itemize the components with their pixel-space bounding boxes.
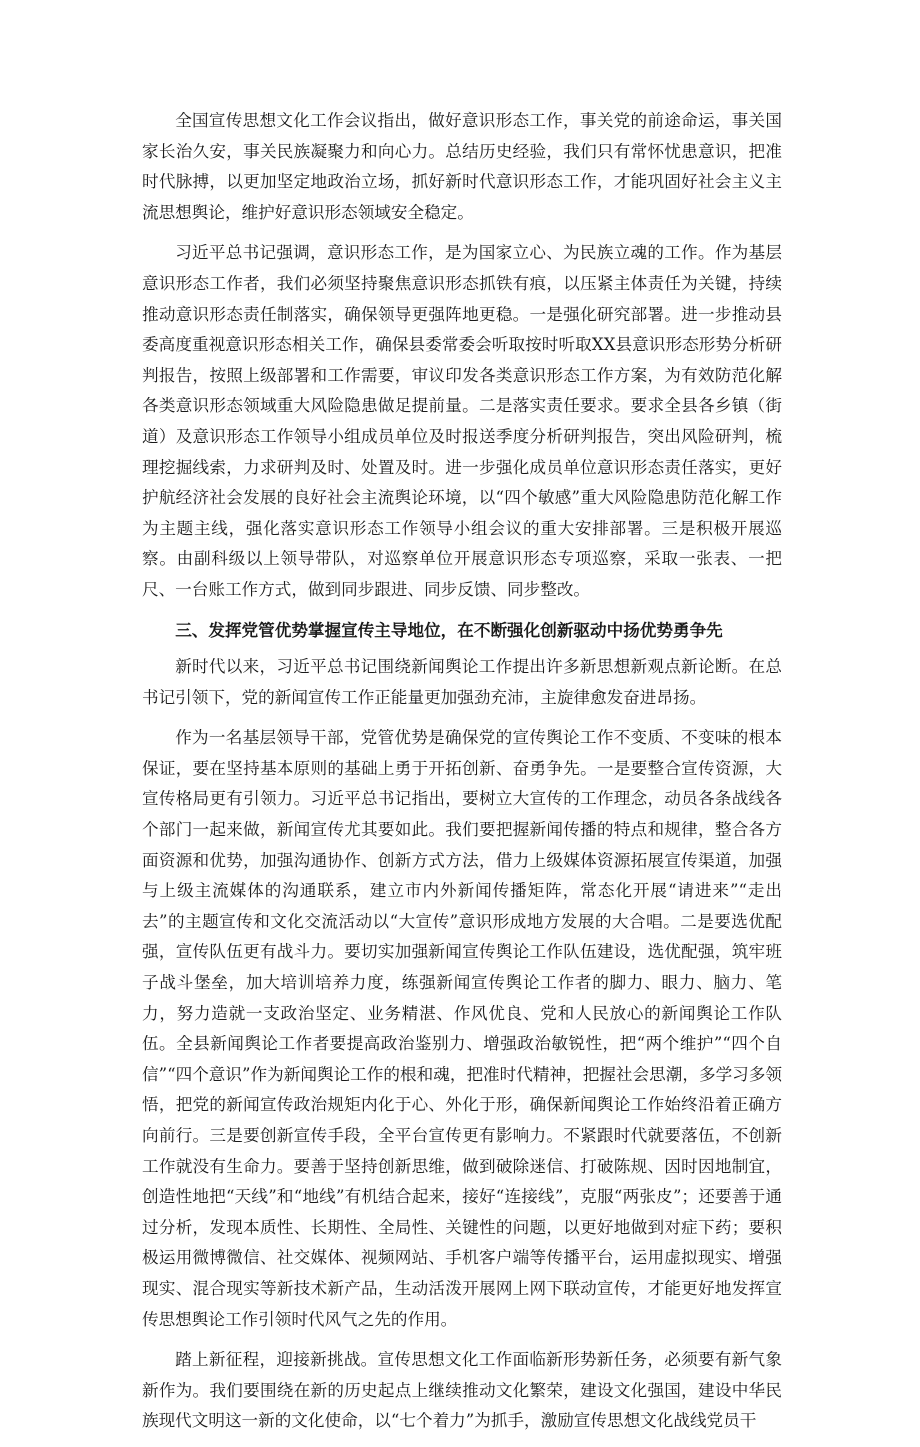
section-heading: 三、发挥党管优势掌握宣传主导地位，在不断强化创新驱动中扬优势勇争先 (175, 620, 723, 640)
paragraph-new-era: 新时代以来，习近平总书记围绕新闻舆论工作提出许多新思想新观点新论断。在总书记引领下，党的新闻宣传工作正能量更加强劲充沛，主旋律愈发奋进昂扬。 (142, 657, 782, 707)
document-page (142, 106, 782, 1447)
paragraph-party-advantage: 作为一名基层领导干部，党管优势是确保党的宣传舆论工作不变质、不变味的根本保证，要在坚持基本原则的基础上勇于开拓创新、奋勇争先。一是要整合宣传资源，大宣传格局更有引领力。习近平总书记指出，要树立大宣传的工作理念，动员各条战线各个部门一起来做，新闻宣传尤其要如此。我们要把握新闻传播的特点和规律，整合各方面资源和优势，加强沟通协作、创新方式方法，借力上级媒体资源拓展宣传渠道，加强与上级主流媒体的沟通联系，建立市内外新闻传播矩阵，常态化开展“请进来”“走出去”的主题宣传和文化交流活动以“大宣传”意识形成地方发展的大合唱。二是要选优配强，宣传队伍更有战斗力。要切实加强新闻宣传舆论工作队伍建设，选优配强，筑牢班子战斗堡垒，加大培训培养力度，练强新闻宣传舆论工作者的脚力、眼力、脑力、笔力，努力造就一支政治坚定、业务精湛、作风优良、党和人民放心的新闻舆论工作队伍。全县新闻舆论工作者要提高政治鉴别力、增强政治敏锐性，把“两个维护”“四个自信”“四个意识”作为新闻舆论工作的根和魂，把准时代精神，把握社会思潮，多学习多领悟，把党的新闻宣传政治规矩内化于心、外化于形，确保新闻舆论工作始终沿着正确方向前行。三是要创新宣传手段，全平台宣传更有影响力。不紧跟时代就要落伍，不创新工作就没有生命力。要善于坚持创新思维，做到破除迷信、打破陈规、因时因地制宜，创造性地把“天线”和“地线”有机结合起来，接好“连接线”，克服“两张皮”；还要善于通过分析，发现本质性、长期性、全局性、关键性的问题，以更好地做到对症下药；要积极运用微博微信、社交媒体、视频网站、手机客户端等传播平台，运用虚拟现实、增强现实、混合现实等新技术新产品，生动活泼开展网上网下联动宣传，才能更好地发挥宣传思想舆论工作引领时代风气之先的作用。 (142, 728, 782, 1329)
paragraph-responsibility: 习近平总书记强调，意识形态工作，是为国家立心、为民族立魂的工作。作为基层意识形态工作者，我们必须坚持聚焦意识形态抓铁有痕，以压紧主体责任为关键，持续推动意识形态责任制落实，确保领导更强阵地更稳。一是强化研究部署。进一步推动县委高度重视意识形态相关工作，确保县委常委会听取按时听取XX县意识形态形势分析研判报告，按照上级部署和工作需要，审议印发各类意识形态工作方案，为有效防范化解各类意识形态领域重大风险隐患做足提前量。二是落实责任要求。要求全县各乡镇（街道）及意识形态工作领导小组成员单位及时报送季度分析研判报告，突出风险研判，梳理挖掘线索，力求研判及时、处置及时。进一步强化成员单位意识形态责任落实，更好护航经济社会发展的良好社会主流舆论环境，以“四个敏感”重大风险隐患防范化解工作为主题主线，强化落实意识形态工作领导小组会议的重大安排部署。三是积极开展巡察。由副科级以上领导带队，对巡察单位开展意识形态专项巡察，采取一张表、一把尺、一台账工作方式，做到同步跟进、同步反馈、同步整改。 (142, 243, 782, 599)
paragraph-conference: 全国宣传思想文化工作会议指出，做好意识形态工作，事关党的前途命运，事关国家长治久安，事关民族凝聚力和向心力。总结历史经验，我们只有常怀忧患意识，把准时代脉搏，以更加坚定地政治立场，抓好新时代意识形态工作，才能巩固好社会主义主流思想舆论，维护好意识形态领域安全稳定。 (142, 111, 782, 222)
paragraph-new-journey: 踏上新征程，迎接新挑战。宣传思想文化工作面临新形势新任务，必须要有新气象新作为。我们要围绕在新的历史起点上继续推动文化繁荣，建设文化强国，建设中华民族现代文明这一新的文化使命，以“七个着力”为抓手，激励宣传思想文化战线党员干 (142, 1350, 782, 1431)
